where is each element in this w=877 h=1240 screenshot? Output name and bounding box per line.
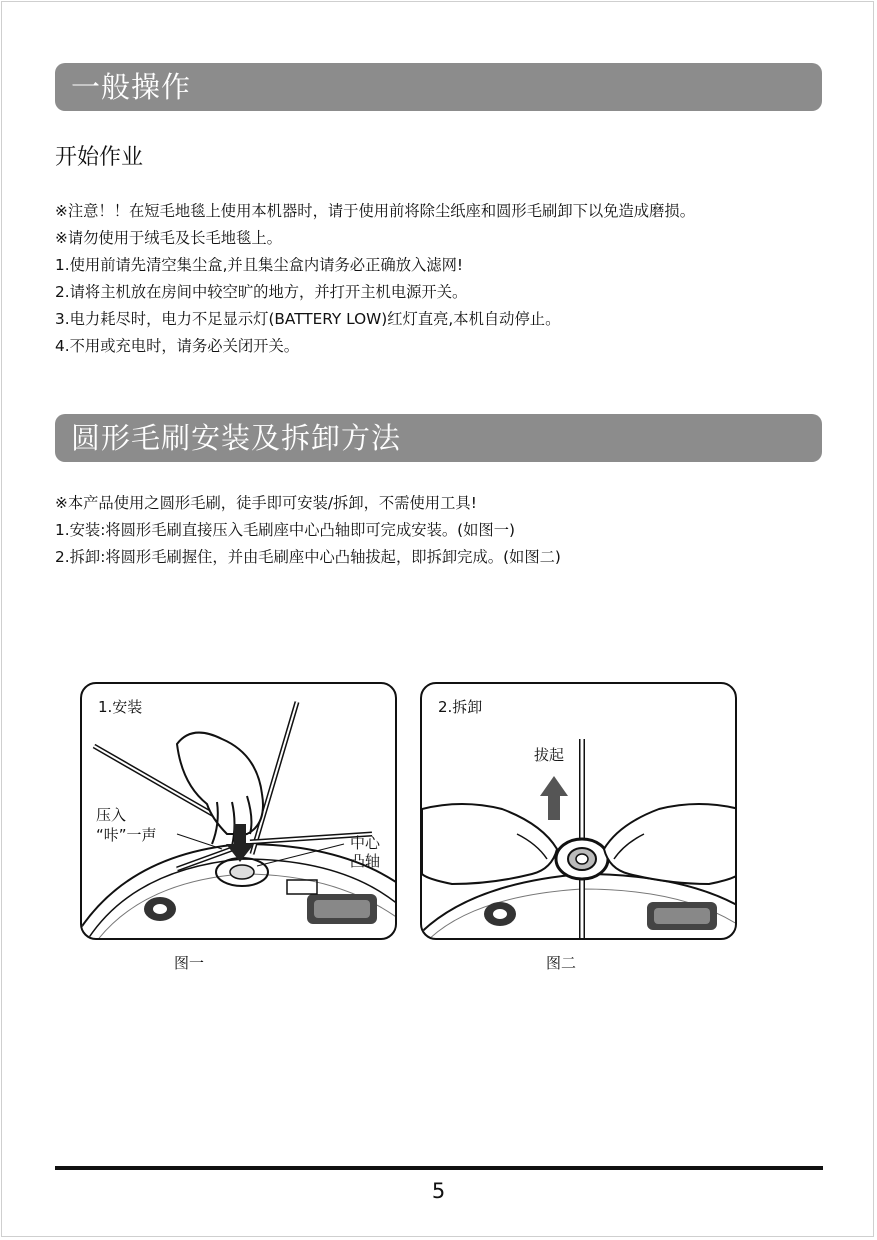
pull-up-annotation: 拔起 — [534, 746, 565, 764]
center-axis-annotation: 中心 — [350, 834, 381, 852]
press-annotation: 压入 — [96, 806, 127, 824]
install-illustration — [82, 684, 397, 940]
page-border — [1, 1, 874, 1237]
instruction-line: 3.电力耗尽时，电力不足显示灯(BATTERY LOW)红灯直亮,本机自动停止。 — [55, 310, 561, 328]
figure-remove-panel — [420, 682, 737, 940]
figure-remove-label: 2.拆卸 — [438, 698, 483, 716]
figure-1-caption: 图一 — [174, 954, 205, 972]
instruction-line: 4.不用或充电时，请务必关闭开关。 — [55, 337, 300, 355]
figure-install-label: 1.安装 — [98, 698, 143, 716]
section-header-brush-install: 圆形毛刷安装及拆卸方法 — [55, 414, 822, 462]
section-header-general-operation: 一般操作 — [55, 63, 822, 111]
remove-illustration — [422, 684, 737, 940]
notice-line: ※本产品使用之圆形毛刷，徒手即可安装/拆卸，不需使用工具! — [55, 494, 477, 512]
section-subtitle-start-work: 开始作业 — [55, 145, 144, 170]
notice-line: ※请勿使用于绒毛及长毛地毯上。 — [55, 229, 282, 247]
page-number: 5 — [431, 1179, 446, 1203]
figure-2-caption: 图二 — [546, 954, 577, 972]
figure-install-panel — [80, 682, 397, 940]
instruction-line: 2.拆卸:将圆形毛刷握住，并由毛刷座中心凸轴拔起，即拆卸完成。(如图二) — [55, 548, 561, 566]
notice-line: ※注意！！在短毛地毯上使用本机器时，请于使用前将除尘纸座和圆形毛刷卸下以免造成磨损。 — [55, 202, 695, 220]
instruction-line: 1.使用前请先清空集尘盒,并且集尘盒内请务必正确放入滤网! — [55, 256, 464, 274]
footer-divider — [55, 1166, 823, 1170]
click-sound-annotation: “咔”一声 — [96, 826, 157, 844]
center-axis-annotation-2: 凸轴 — [350, 852, 381, 870]
instruction-line: 1.安装:将圆形毛刷直接压入毛刷座中心凸轴即可完成安装。(如图一) — [55, 521, 515, 539]
instruction-line: 2.请将主机放在房间中较空旷的地方，并打开主机电源开关。 — [55, 283, 468, 301]
